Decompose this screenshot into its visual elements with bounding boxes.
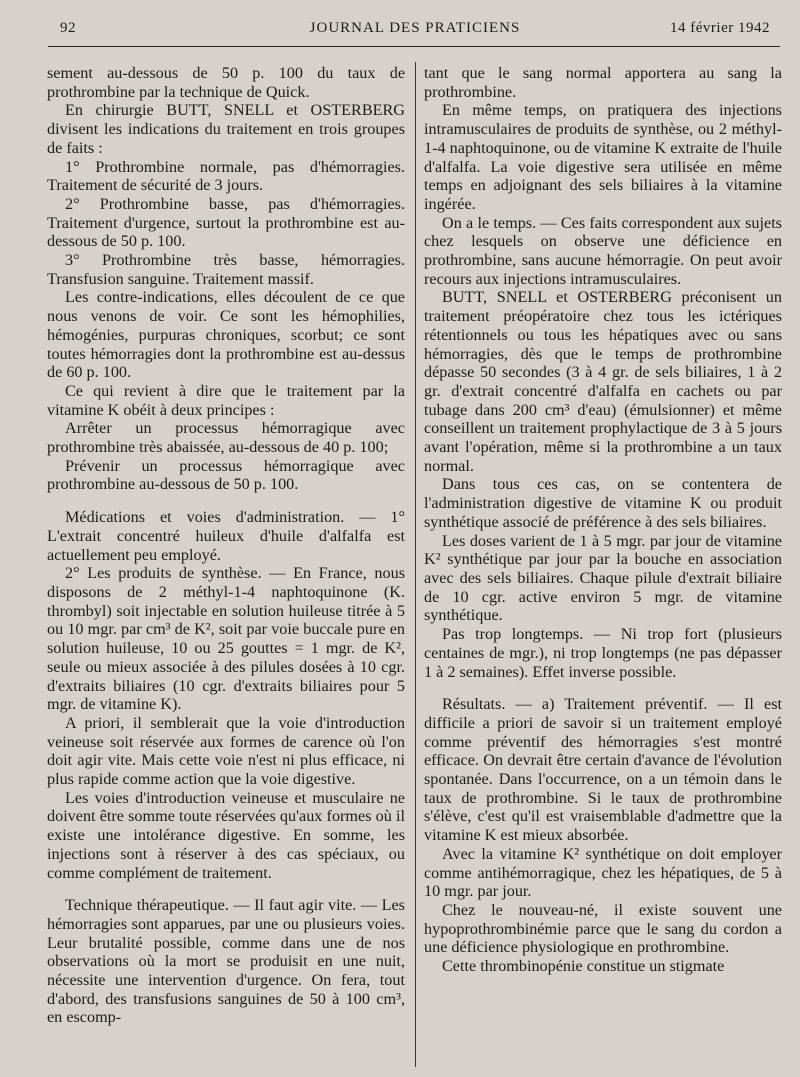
paragraph: Les doses varient de 1 à 5 mgr. par jour de vitamine K² synthétique par jour par la bouche en association avec des sels biliaires. Chaque pilule d'extrait biliaire de 10 cgr. active environ 5 mgr. de vitamine synthétique.	[424, 531, 782, 625]
section-paragraph: Technique thérapeutique. — Il faut agir vite. — Les hémorragies sont apparues, par une ou plusieurs voies. Leur brutalité possible, comme dans une de nos observations où la mort se produisit en une nuit, nécessite une intervention d'urgence. On fera, tout d'abord, des transfusions sanguines de 50 à 100 cm³, en escomp-	[47, 896, 405, 1027]
paragraph: A priori, il semblerait que la voie d'introduction veineuse soit réservée aux formes de carence où l'on doit agir vite. Mais cette voie n'est ni plus efficace, ni plus rapide comme action que la voie digestive.	[47, 713, 405, 789]
paragraph: Prévenir un processus hémorragique avec prothrombine au-dessous de 50 p. 100.	[47, 456, 405, 494]
paragraph: Pas trop longtemps. — Ni trop fort (plusieurs centaines de mgr.), ni trop longtemps (ne pas dépasser 1 à 2 semaines). Effet inverse possible.	[424, 625, 782, 681]
paragraph: Ce qui revient à dire que le traitement par la vitamine K obéit à deux principes :	[47, 381, 405, 419]
header-rule	[48, 46, 780, 47]
page-header	[60, 20, 770, 42]
page-number: 92	[60, 20, 76, 36]
paragraph: En même temps, on pratiquera des injections intramusculaires de produits de synthèse, ou 2 méthyl-1-4 naphtoquinone, ou de vitamine K extraite de l'huile d'alfalfa. La voie digestive sera utilisée en même temps en adjoignant des sels biliaires à la vitamine ingérée.	[424, 101, 782, 213]
section-paragraph: Médications et voies d'administration. — 1° L'extrait concentré huileux d'huile d'alfalfa est actuellement peu employé.	[47, 508, 405, 564]
paragraph: Arrêter un processus hémorragique avec prothrombine très abaissée, au-dessous de 40 p. 100;	[47, 419, 405, 457]
journal-title: JOURNAL DES PRATICIENS	[309, 20, 521, 36]
paragraph: En chirurgie BUTT, SNELL et OSTERBERG divisent les indications du traitement en trois groupes de faits :	[47, 101, 405, 157]
paragraph: Avec la vitamine K² synthétique on doit employer comme antihémorragique, chez les hépatiques, de 5 à 10 mgr. par jour.	[424, 844, 782, 901]
section-paragraph: Résultats. — a) Traitement préventif. — Il est difficile a priori de savoir si un traitement employé comme préventif des hémorragies s'est montré efficace. On devrait être certain d'avance de l'évolution spontanée. Dans l'occurrence, on a un témoin dans le taux de prothrombine. Si le taux de prothrombine s'élève, c'est qu'il est vraisemblable d'admettre que la vitamine K est mieux absorbée.	[424, 695, 782, 845]
paragraph: BUTT, SNELL et OSTERBERG préconisent un traitement préopératoire chez tous les ictériques rétentionnels ou tous les hépatiques avec ou sans hémorragies, dès que le temps de prothrombine dépasse 50 secondes (3 à 4 gr. de sels biliaires, 1 à 2 gr. d'extrait concentré d'alfalfa en cachets ou par tubage dans 200 cm³ d'eau) (émulsionner) et même conseillent un traitement prophylactique de 3 à 5 jours avant l'opération, même si la prothrombine a un taux normal.	[424, 288, 782, 475]
paragraph: Les voies d'introduction veineuse et musculaire ne doivent être somme toute réservées qu'aux formes où il existe une intolérance digestive. En somme, les injections sont à réserver à des cas spéciaux, ou comme complément de traitement.	[47, 788, 405, 882]
paragraph: On a le temps. — Ces faits correspondent aux sujets chez lesquels on observe une déficience en prothrombine, sans aucune hémorragie. On peut avoir recours aux injections intramusculaires.	[424, 213, 782, 288]
paragraph: 2° Les produits de synthèse. — En France, nous disposons de 2 méthyl-1-4 naphtoquinone (K. thrombyl) soit injectable en solution huileuse titrée à 5 ou 10 mgr. par cm³ de K², soit par voie buccale pure en solution huileuse, 10 ou 25 gouttes = 1 mgr. de K², seule ou mieux associée à des pilules dosées à 10 cgr. d'extraits biliaires (10 cgr. d'extraits biliaires pour 5 mgr. de vitamine K).	[47, 564, 405, 714]
paragraph: Chez le nouveau-né, il existe souvent une hypoprothrombinémie parce que le sang du cordon a une déficience physiologique en prothrombine.	[424, 900, 782, 957]
paragraph: 3° Prothrombine très basse, hémorragies. Transfusion sanguine. Traitement massif.	[47, 251, 405, 288]
paragraph: Cette thrombinopénie constitue un stigmate	[442, 957, 725, 976]
paragraph: sement au-dessous de 50 p. 100 du taux de prothrombine par la technique de Quick.	[47, 64, 405, 101]
paragraph: Dans tous ces cas, on se contentera de l'administration digestive de vitamine K ou produit synthétique associé de préférence à des sels biliaires.	[424, 475, 782, 531]
paragraph: 2° Prothrombine basse, pas d'hémorragies. Traitement d'urgence, surtout la prothrombine est au-dessous de 50 p. 100.	[47, 194, 405, 251]
column-divider	[415, 62, 416, 1067]
right-column	[424, 64, 782, 976]
paragraph: 1° Prothrombine normale, pas d'hémorragies. Traitement de sécurité de 3 jours.	[47, 157, 405, 195]
paragraph: tant que le sang normal apportera au sang la prothrombine.	[424, 64, 782, 101]
paragraph: Les contre-indications, elles découlent de ce que nous venons de voir. Ce sont les hémophilies, hémogénies, purpuras chroniques, scorbut; ce sont toutes hémorragies dont la prothrombine est au-dessus de 60 p. 100.	[47, 288, 405, 382]
issue-date: 14 février 1942	[670, 20, 770, 36]
left-column	[47, 64, 405, 1027]
